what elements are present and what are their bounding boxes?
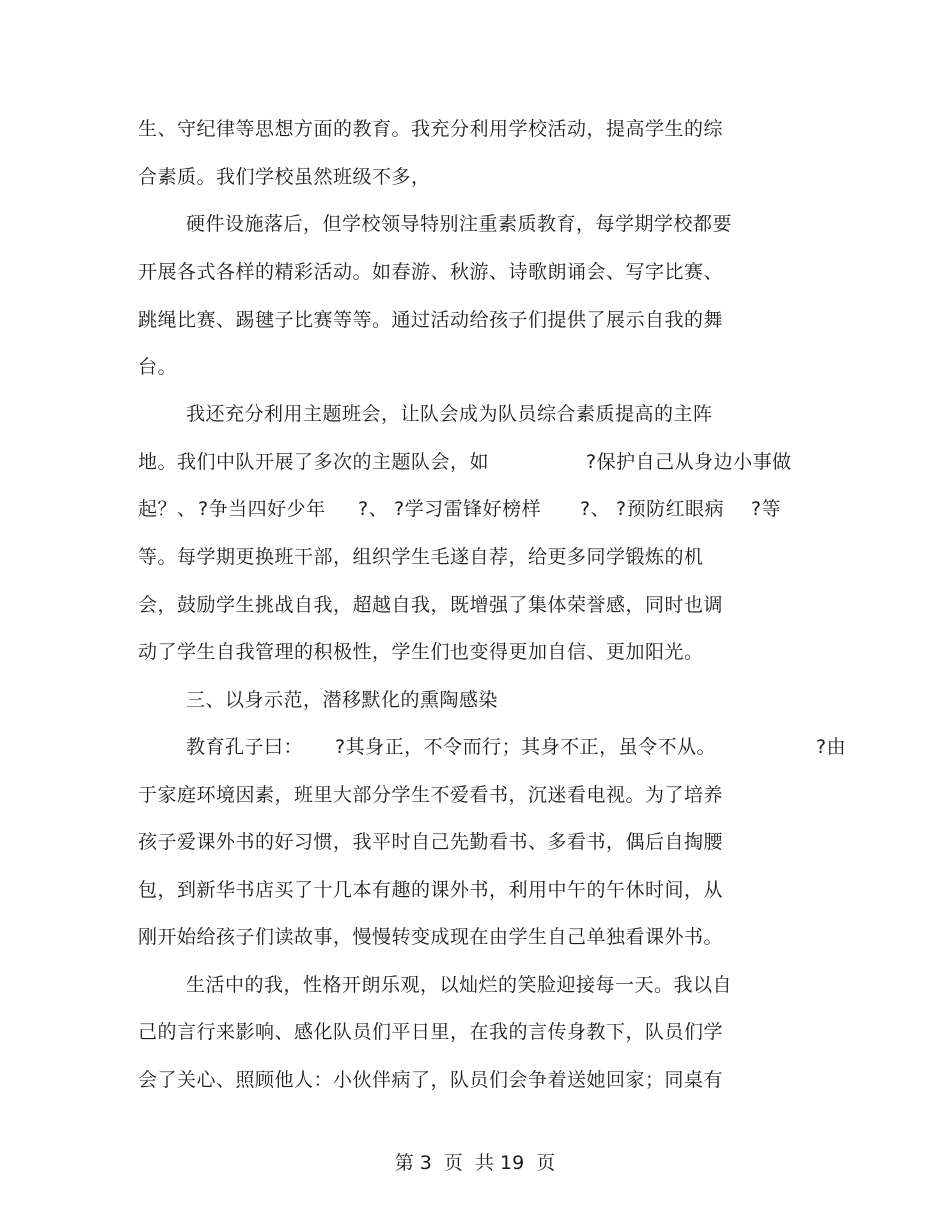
body-line-segment: ?其身正，不令而行；其身不正，虽令不从。 bbox=[335, 736, 717, 758]
body-line: 硬件设施落后，但学校领导特别注重素质教育，每学期学校都要 bbox=[186, 213, 733, 235]
body-line: 地。我们中队开展了多次的主题队会，如 bbox=[138, 451, 490, 473]
body-line: 刚开始给孩子们读故事，慢慢转变成现在由学生自己单独看课外书。 bbox=[138, 926, 724, 948]
body-line: 己的言行来影响、感化队员们平日里，在我的言传身教下，队员们学 bbox=[138, 1021, 724, 1043]
body-line: 会了关心、照顾他人：小伙伴病了，队员们会争着送她回家；同桌有 bbox=[138, 1069, 724, 1091]
body-line: 生、守纪律等思想方面的教育。我充分利用学校活动，提高学生的综 bbox=[138, 118, 724, 140]
body-line: 会，鼓励学生挑战自我，超越自我，既增强了集体荣誉感，同时也调 bbox=[138, 594, 724, 616]
body-line-segment: 教育孔子曰： bbox=[186, 736, 304, 758]
body-line: 开展各式各样的精彩活动。如春游、秋游、诗歌朗诵会、写字比赛、 bbox=[138, 261, 724, 283]
body-line: 生活中的我，性格开朗乐观，以灿烂的笑脸迎接每一天。我以自 bbox=[186, 974, 733, 996]
body-line: 等。每学期更换班干部，组织学生毛遂自荐，给更多同学锻炼的机 bbox=[138, 546, 704, 568]
body-line-segment: ?等 bbox=[751, 498, 782, 520]
body-line-segment: ?预防红眼病 bbox=[616, 498, 725, 520]
body-line: 于家庭环境因素，班里大部分学生不爱看书，沉迷看电视。为了培养 bbox=[138, 784, 724, 806]
body-line: 动了学生自我管理的积极性，学生们也变得更加自信、更加阳光。 bbox=[138, 641, 704, 663]
body-line-segment: ?、 bbox=[580, 498, 611, 520]
section-heading: 三、以身示范，潜移默化的熏陶感染 bbox=[186, 689, 499, 711]
page-number-footer: 第 3 页 共 19 页 bbox=[394, 1152, 556, 1174]
body-line-segment: ?争当四好少年 bbox=[198, 498, 326, 520]
body-line-segment: ?学习雷锋好榜样 bbox=[394, 498, 542, 520]
body-line: 跳绳比赛、踢毽子比赛等等。通过活动给孩子们提供了展示自我的舞 bbox=[138, 309, 724, 331]
body-line: 我还充分利用主题班会，让队会成为队员综合素质提高的主阵 bbox=[186, 403, 713, 425]
body-line: 台。 bbox=[138, 356, 178, 378]
body-line-segment: ?由 bbox=[816, 736, 847, 758]
body-line: 孩子爱课外书的好习惯，我平时自己先勤看书、多看书，偶后自掏腰 bbox=[138, 831, 724, 853]
body-line-segment: ?保护自己从身边小事做 bbox=[586, 451, 792, 473]
body-line: 包，到新华书店买了十几本有趣的课外书，利用中午的午休时间，从 bbox=[138, 879, 724, 901]
body-line-segment: ?、 bbox=[358, 498, 389, 520]
body-line-segment: 起？、 bbox=[138, 498, 197, 520]
body-line: 合素质。我们学校虽然班级不多， bbox=[138, 166, 431, 188]
